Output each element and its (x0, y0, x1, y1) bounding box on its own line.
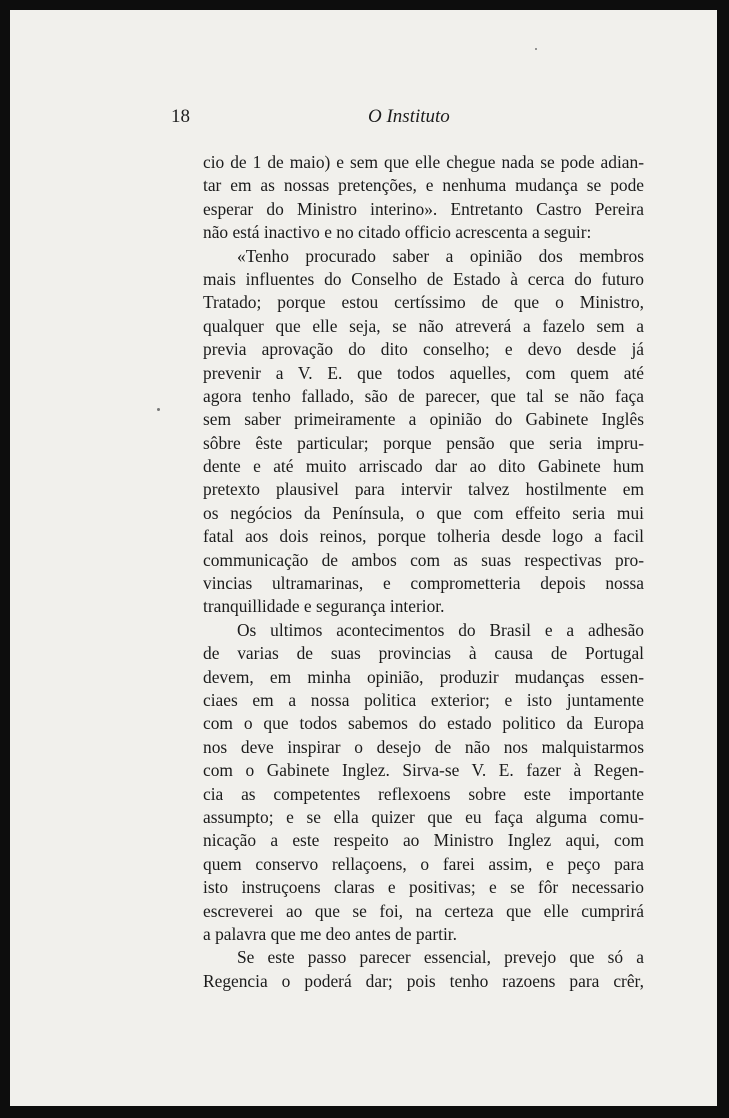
text-line: nos deve inspirar o desejo de não nos malquistarmos (203, 736, 644, 757)
text-line: previa aprovação do dito conselho; e devo desde já (203, 339, 644, 360)
text-line: tar em as nossas pretenções, e nenhuma mudança se pode (203, 175, 644, 196)
text-line: agora tenho fallado, são de parecer, que tal se não faça (203, 385, 644, 406)
text-line: tranquillidade e segurança interior. (203, 596, 445, 617)
text-line: dente e até muito arriscado dar ao dito Gabinete hum (203, 456, 644, 477)
paragraph (203, 619, 644, 946)
text-line: «Tenho procurado saber a opinião dos membros (237, 245, 644, 266)
text-line: com o que todos sabemos do estado politico da Europa (203, 713, 644, 734)
text-line: cio de 1 de maio) e sem que elle chegue nada se pode adian- (203, 152, 644, 172)
text-line: quem conservo rellaçoens, o farei assim, e peço para (203, 853, 644, 874)
text-line: qualquer que elle seja, se não atreverá a fazelo sem a (203, 315, 644, 336)
paper-speck (535, 48, 537, 50)
text-line: sôbre êste particular; porque pensão que seria impru- (203, 432, 644, 453)
text-line: vincias ultramarinas, e comprometteria depois nossa (203, 573, 644, 594)
text-line: nicação a este respeito ao Ministro Inglez aqui, com (203, 830, 644, 851)
text-line: os negócios da Península, o que com effeito seria mui (203, 502, 644, 523)
text-line: devem, em minha opinião, produzir mudanças essen- (203, 666, 644, 687)
running-head: O Instituto (368, 106, 450, 127)
page-number: 18 (171, 106, 190, 127)
text-line: Os ultimos acontecimentos do Brasil e a adhesão (237, 619, 644, 640)
text-line: escreverei ao que se foi, na certeza que elle cumprirá (203, 900, 644, 921)
text-line: prevenir a V. E. que todos aquelles, com quem até (203, 362, 644, 383)
paragraph (203, 946, 644, 993)
text-line: isto instruçoens claras e positivas; e se fôr necessario (203, 877, 644, 898)
text-line: communicação de ambos com as suas respectivas pro- (203, 549, 644, 570)
paragraph (203, 151, 644, 245)
paragraph (203, 245, 644, 619)
text-line: a palavra que me deo antes de partir. (203, 923, 457, 944)
text-line: Tratado; porque estou certíssimo de que o Ministro, (203, 292, 644, 313)
paper-speck (157, 408, 160, 411)
text-line: com o Gabinete Inglez. Sirva-se V. E. fazer à Regen- (203, 760, 644, 781)
text-line: cia as competentes reflexoens sobre este importante (203, 783, 644, 804)
text-line: ciaes em a nossa politica exterior; e isto juntamente (203, 689, 644, 710)
text-line: fatal aos dois reinos, porque tolheria desde logo a facil (203, 526, 644, 547)
text-line: sem saber primeiramente a opinião do Gabinete Inglês (203, 409, 644, 430)
page-header (10, 106, 717, 132)
text-line: assumpto; e se ella quizer que eu faça alguma comu- (203, 806, 644, 827)
text-line: mais influentes do Conselho de Estado à cerca do futuro (203, 268, 644, 289)
text-line: Se este passo parecer essencial, prevejo que só a (237, 947, 644, 968)
text-line: Regencia o poderá dar; pois tenho razoens para crêr, (203, 970, 644, 991)
book-page (10, 10, 717, 1106)
text-line: não está inactivo e no citado officio acrescenta a seguir: (203, 222, 592, 243)
body-text (203, 151, 644, 993)
text-line: de varias de suas provincias à causa de Portugal (203, 643, 644, 664)
text-line: esperar do Ministro interino». Entretanto Castro Pereira (203, 198, 644, 219)
text-line: pretexto plausivel para intervir talvez hostilmente em (203, 479, 644, 500)
